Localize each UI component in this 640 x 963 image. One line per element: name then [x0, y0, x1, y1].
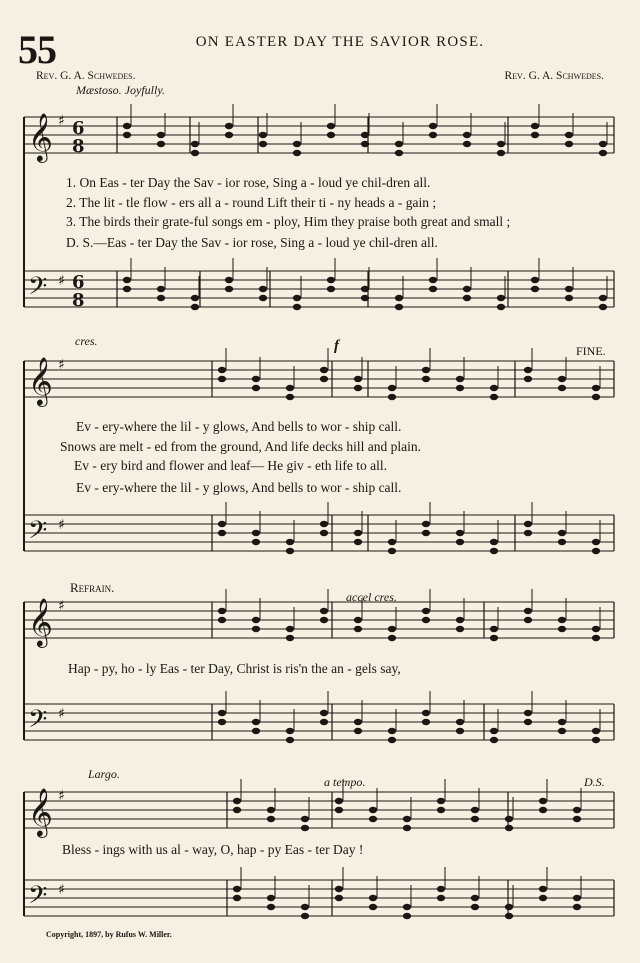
time-signature-bottom: 8	[72, 136, 85, 157]
cres-marking: cres.	[75, 334, 98, 348]
note-head	[361, 295, 369, 301]
refrain-line-1: Hap - py, ho - ly Eas - ter Day, Christ is ris'n the an - gels say,	[68, 661, 401, 676]
refrain-line-2: Bless - ings with us al - way, O, hap - py Eas - ter Day !	[62, 842, 364, 857]
note-head	[395, 141, 403, 147]
note-head	[354, 626, 362, 632]
note-head	[531, 277, 539, 283]
note-head	[531, 132, 539, 138]
bass-clef-icon: 𝄢	[28, 516, 48, 551]
ds-marking: D.S.	[584, 775, 605, 789]
note-head	[592, 548, 600, 554]
note-head	[320, 367, 328, 373]
note-head	[191, 295, 199, 301]
note-head	[218, 367, 226, 373]
note-head	[471, 904, 479, 910]
treble-clef-icon: 𝄞	[28, 112, 53, 161]
note-head	[225, 132, 233, 138]
copyright-notice: Copyright, 1897, by Rufus W. Miller.	[46, 930, 172, 939]
note-head	[354, 728, 362, 734]
note-head	[259, 132, 267, 138]
note-head	[218, 530, 226, 536]
note-head	[293, 295, 301, 301]
forte-marking: f	[334, 338, 339, 354]
music-credit: Rev. G. A. Schwedes.	[504, 70, 604, 82]
note-head	[301, 913, 309, 919]
note-head	[252, 626, 260, 632]
note-head	[539, 798, 547, 804]
sharp-icon: ♯	[58, 357, 65, 373]
treble-clef-icon: 𝄞	[28, 356, 53, 405]
ds-line-2: Ev - ery-where the lil - y glows, And bells to wor - ship call.	[76, 480, 402, 495]
sharp-icon: ♯	[58, 113, 65, 129]
note-head	[524, 608, 532, 614]
note-head	[497, 141, 505, 147]
note-head	[286, 385, 294, 391]
note-head	[592, 385, 600, 391]
note-head	[286, 548, 294, 554]
verse-1-line-2: Ev - ery-where the lil - y glows, And bells to wor - ship call.	[76, 419, 402, 434]
treble-clef-icon: 𝄞	[28, 597, 53, 646]
note-head	[335, 886, 343, 892]
note-head	[388, 539, 396, 545]
bass-clef-icon: 𝄢	[28, 705, 48, 740]
note-head	[320, 530, 328, 536]
note-head	[286, 737, 294, 743]
note-head	[565, 286, 573, 292]
note-head	[267, 904, 275, 910]
bass-clef-icon: 𝄢	[28, 272, 48, 307]
note-head	[388, 728, 396, 734]
note-head	[267, 895, 275, 901]
note-head	[463, 141, 471, 147]
note-head	[573, 807, 581, 813]
note-head	[335, 798, 343, 804]
note-head	[422, 367, 430, 373]
note-head	[463, 132, 471, 138]
note-head	[539, 895, 547, 901]
note-head	[259, 286, 267, 292]
note-head	[429, 286, 437, 292]
sharp-icon: ♯	[58, 788, 65, 804]
verse-1-line-1: 1. On Eas - ter Day the Sav - ior rose, Sing a - loud ye chil-dren all.	[66, 175, 431, 190]
note-head	[335, 895, 343, 901]
note-head	[558, 728, 566, 734]
note-head	[286, 728, 294, 734]
verse-3-line-2: Ev - ery bird and flower and leaf— He giv - eth life to all.	[74, 458, 388, 473]
note-head	[369, 904, 377, 910]
note-head	[369, 816, 377, 822]
note-head	[497, 295, 505, 301]
note-head	[505, 913, 513, 919]
note-head	[252, 530, 260, 536]
note-head	[327, 132, 335, 138]
note-head	[191, 150, 199, 156]
note-head	[456, 617, 464, 623]
note-head	[218, 608, 226, 614]
note-head	[327, 277, 335, 283]
note-head	[490, 626, 498, 632]
note-head	[157, 286, 165, 292]
hymn-title: ON EASTER DAY THE SAVIOR ROSE.	[195, 34, 485, 50]
note-head	[320, 521, 328, 527]
note-head	[497, 304, 505, 310]
note-head	[599, 141, 607, 147]
note-head	[293, 304, 301, 310]
note-head	[354, 376, 362, 382]
ds-line-1: D. S.—Eas - ter Day the Sav - ior rose, Sing a - loud ye chil-dren all.	[66, 235, 438, 250]
note-head	[225, 277, 233, 283]
note-head	[354, 617, 362, 623]
note-head	[218, 376, 226, 382]
note-head	[252, 617, 260, 623]
note-head	[490, 737, 498, 743]
note-head	[335, 807, 343, 813]
note-head	[565, 141, 573, 147]
note-head	[437, 895, 445, 901]
note-head	[437, 886, 445, 892]
note-head	[123, 123, 131, 129]
note-head	[293, 141, 301, 147]
note-head	[505, 904, 513, 910]
note-head	[354, 539, 362, 545]
note-head	[320, 719, 328, 725]
note-head	[388, 635, 396, 641]
note-head	[429, 277, 437, 283]
note-head	[565, 132, 573, 138]
note-head	[320, 608, 328, 614]
note-head	[157, 295, 165, 301]
note-head	[157, 132, 165, 138]
note-head	[490, 728, 498, 734]
note-head	[599, 150, 607, 156]
note-head	[361, 141, 369, 147]
note-head	[233, 895, 241, 901]
note-head	[123, 286, 131, 292]
note-head	[456, 728, 464, 734]
a-tempo-marking: a tempo.	[324, 775, 366, 789]
note-head	[456, 385, 464, 391]
note-head	[403, 913, 411, 919]
note-head	[505, 825, 513, 831]
note-head	[354, 530, 362, 536]
note-head	[592, 728, 600, 734]
note-head	[157, 141, 165, 147]
note-head	[490, 385, 498, 391]
note-head	[361, 286, 369, 292]
note-head	[354, 385, 362, 391]
note-head	[456, 539, 464, 545]
words-credit: Rev. G. A. Schwedes.	[36, 70, 136, 82]
note-head	[456, 530, 464, 536]
note-head	[395, 304, 403, 310]
largo-marking: Largo.	[88, 767, 120, 781]
note-head	[524, 530, 532, 536]
note-head	[524, 710, 532, 716]
time-signature-top: 6	[72, 118, 85, 139]
note-head	[301, 816, 309, 822]
verse-2-line-2: Snows are melt - ed from the ground, And life decks hill and plain.	[60, 439, 422, 454]
note-head	[539, 886, 547, 892]
note-head	[565, 295, 573, 301]
note-head	[191, 141, 199, 147]
note-head	[388, 394, 396, 400]
note-head	[354, 719, 362, 725]
note-head	[218, 521, 226, 527]
sharp-icon: ♯	[58, 517, 65, 533]
note-head	[592, 737, 600, 743]
note-head	[456, 626, 464, 632]
note-head	[422, 617, 430, 623]
note-head	[490, 635, 498, 641]
note-head	[218, 710, 226, 716]
note-head	[558, 617, 566, 623]
note-head	[286, 539, 294, 545]
note-head	[123, 132, 131, 138]
sharp-icon: ♯	[58, 598, 65, 614]
bass-clef-icon: 𝄢	[28, 881, 48, 916]
note-head	[592, 394, 600, 400]
note-head	[505, 816, 513, 822]
note-head	[422, 521, 430, 527]
note-head	[301, 904, 309, 910]
note-head	[463, 286, 471, 292]
note-head	[497, 150, 505, 156]
note-head	[252, 539, 260, 545]
note-head	[531, 123, 539, 129]
note-head	[558, 385, 566, 391]
note-head	[267, 807, 275, 813]
note-head	[403, 904, 411, 910]
note-head	[524, 367, 532, 373]
note-head	[286, 626, 294, 632]
note-head	[531, 286, 539, 292]
note-head	[369, 807, 377, 813]
note-head	[259, 295, 267, 301]
note-head	[599, 295, 607, 301]
note-head	[320, 617, 328, 623]
note-head	[388, 385, 396, 391]
note-head	[524, 617, 532, 623]
note-head	[573, 904, 581, 910]
note-head	[233, 798, 241, 804]
note-head	[573, 816, 581, 822]
note-head	[422, 376, 430, 382]
note-head	[422, 608, 430, 614]
note-head	[558, 719, 566, 725]
note-head	[422, 710, 430, 716]
tempo-marking: Mæstoso. Joyfully.	[76, 83, 165, 97]
note-head	[599, 304, 607, 310]
note-head	[252, 376, 260, 382]
fine-marking: FINE.	[576, 344, 606, 358]
verse-2-line-1: 2. The lit - tle flow - ers all a - round Lift their ti - ny heads a - gain ;	[66, 195, 437, 210]
note-head	[471, 816, 479, 822]
note-head	[592, 626, 600, 632]
note-head	[320, 376, 328, 382]
note-head	[422, 719, 430, 725]
note-head	[361, 132, 369, 138]
note-head	[225, 123, 233, 129]
refrain-label: Refrain.	[70, 580, 115, 595]
note-head	[252, 728, 260, 734]
note-head	[490, 539, 498, 545]
time-signature-top: 6	[72, 272, 85, 293]
note-head	[320, 710, 328, 716]
note-head	[437, 798, 445, 804]
note-head	[471, 807, 479, 813]
note-head	[422, 530, 430, 536]
note-head	[388, 626, 396, 632]
note-head	[327, 286, 335, 292]
note-head	[558, 626, 566, 632]
hymn-number: 55	[18, 27, 56, 72]
note-head	[123, 277, 131, 283]
note-head	[456, 719, 464, 725]
note-head	[233, 807, 241, 813]
note-head	[293, 150, 301, 156]
note-head	[558, 376, 566, 382]
note-head	[369, 895, 377, 901]
note-head	[539, 807, 547, 813]
verse-3-line-1: 3. The birds their grate-ful songs em - ploy, Him they praise both great and small ;	[66, 214, 511, 229]
note-head	[592, 539, 600, 545]
note-head	[524, 521, 532, 527]
note-head	[395, 150, 403, 156]
note-head	[286, 394, 294, 400]
note-head	[558, 539, 566, 545]
note-head	[490, 394, 498, 400]
note-head	[456, 376, 464, 382]
note-head	[429, 123, 437, 129]
sharp-icon: ♯	[58, 273, 65, 289]
treble-clef-icon: 𝄞	[28, 787, 53, 836]
accel-cres-marking: accel cres.	[346, 590, 397, 604]
note-head	[573, 895, 581, 901]
note-head	[437, 807, 445, 813]
note-head	[471, 895, 479, 901]
note-head	[490, 548, 498, 554]
note-head	[558, 530, 566, 536]
note-head	[252, 719, 260, 725]
note-head	[524, 376, 532, 382]
note-head	[301, 825, 309, 831]
note-head	[218, 719, 226, 725]
note-head	[429, 132, 437, 138]
note-head	[463, 295, 471, 301]
note-head	[388, 737, 396, 743]
note-head	[592, 635, 600, 641]
note-head	[327, 123, 335, 129]
note-head	[286, 635, 294, 641]
note-head	[403, 825, 411, 831]
note-head	[218, 617, 226, 623]
note-head	[395, 295, 403, 301]
note-head	[252, 385, 260, 391]
note-head	[403, 816, 411, 822]
note-head	[388, 548, 396, 554]
note-head	[259, 141, 267, 147]
sharp-icon: ♯	[58, 706, 65, 722]
note-head	[267, 816, 275, 822]
time-signature-bottom: 8	[72, 290, 85, 311]
note-head	[225, 286, 233, 292]
note-head	[191, 304, 199, 310]
note-head	[233, 886, 241, 892]
note-head	[524, 719, 532, 725]
sharp-icon: ♯	[58, 882, 65, 898]
